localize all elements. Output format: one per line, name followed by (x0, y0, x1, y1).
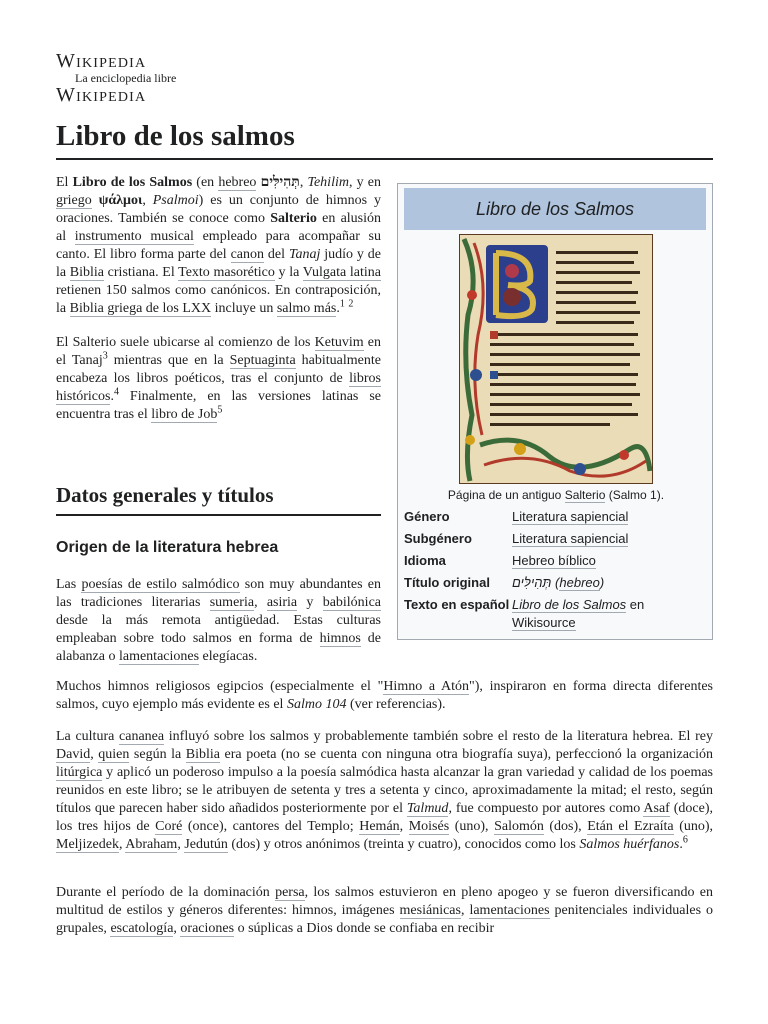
link-mesianicas[interactable]: mesiánicas (399, 903, 461, 918)
link-subgenero[interactable]: Literatura sapiencial (512, 531, 629, 546)
link-meljizedek[interactable]: Meljizedek (56, 837, 119, 852)
infobox-caption: Página de un antiguo Salterio (Salmo 1). (447, 488, 665, 502)
link-genero[interactable]: Literatura sapiencial (512, 509, 629, 524)
infobox (397, 183, 713, 640)
link-libros-historicos[interactable]: libros históricos (56, 371, 381, 404)
article-page (56, 0, 713, 1024)
link-salmo-mas[interactable]: salmo más (276, 301, 337, 316)
infobox-row-subgenero: Subgénero Literatura sapiencial (404, 531, 629, 546)
paragraph-origen: Las poesías de estilo salmódico son muy abundantes en las tradiciones literarias sumeria, asiria y babilónica desde la más remota antigüedad. Estas culturas empleaban sobre todo salmos en forma de himnos de alabanza o lamentaciones elegíacas. (56, 577, 382, 664)
logo-tagline: La enciclopedia libre (75, 71, 177, 85)
section-heading: Datos generales y títulos (56, 482, 381, 516)
link-heman[interactable]: Hemán (359, 819, 400, 834)
link-wikisource[interactable]: Wikisource (512, 615, 576, 630)
link-hebreo-2[interactable]: hebreo (559, 575, 600, 590)
ref-2[interactable]: 2 (348, 298, 354, 310)
infobox-row-titulo-original: Título original תְּהִילִּים (hebreo) (404, 575, 605, 590)
ref-1[interactable]: 1 (339, 298, 345, 310)
link-texto-masoretico[interactable]: Texto masorético (178, 265, 275, 280)
link-himnos[interactable]: himnos (319, 631, 361, 646)
infobox-row-idioma: Idioma Hebreo bíblico (404, 553, 596, 568)
link-jedutun[interactable]: Jedutún (184, 837, 228, 852)
link-persa[interactable]: persa (275, 885, 305, 900)
page-title: Libro de los salmos (56, 118, 713, 160)
link-septuaginta[interactable]: Septuaginta (229, 353, 296, 368)
illuminated-page-illustration (460, 235, 653, 484)
infobox-row-genero: Género Literatura sapiencial (404, 509, 629, 524)
link-abraham[interactable]: Abraham (125, 837, 178, 852)
link-himno-aton[interactable]: Himno a Atón (383, 679, 470, 694)
link-poesias[interactable]: poesías de estilo salmódico (81, 577, 240, 592)
ref-6[interactable]: 6 (682, 834, 688, 846)
link-oraciones[interactable]: oraciones (180, 921, 235, 936)
infobox-table (404, 506, 708, 632)
link-quien[interactable]: quien (98, 747, 130, 762)
ref-4[interactable]: 4 (113, 386, 119, 398)
lead-section (56, 174, 381, 440)
ref-3[interactable]: 3 (102, 350, 108, 362)
link-biblia-2[interactable]: Biblia (185, 747, 221, 762)
link-salomon[interactable]: Salomón (494, 819, 544, 834)
link-canon[interactable]: canon (230, 247, 265, 262)
link-babilonica[interactable]: babilónica (322, 595, 381, 610)
link-griego[interactable]: griego (56, 193, 92, 208)
link-david[interactable]: David (56, 747, 91, 762)
link-salterio[interactable]: Salterio (564, 488, 606, 502)
link-etan[interactable]: Etán el Ezraíta (587, 819, 674, 834)
link-biblia-griega[interactable]: Biblia griega de los LXX (69, 301, 212, 316)
infobox-row-texto-espanol: Texto en español Libro de los Salmos en Wikisource (404, 597, 645, 630)
link-sumeria[interactable]: sumeria (209, 595, 255, 610)
link-hebreo[interactable]: hebreo (218, 175, 257, 190)
link-idioma[interactable]: Hebreo bíblico (512, 553, 596, 568)
link-cananea[interactable]: cananea (119, 729, 165, 744)
link-talmud[interactable]: Talmud (406, 801, 449, 816)
link-asaf[interactable]: Asaf (643, 801, 670, 816)
hebrew-title: תְּהִילִּים (260, 175, 300, 190)
link-lamentaciones[interactable]: lamentaciones (118, 649, 200, 664)
link-escatologia[interactable]: escatología (110, 921, 174, 936)
ref-5[interactable]: 5 (217, 404, 223, 416)
lead-paragraph-1: El Libro de los Salmos (en hebreo תְּהִילִּים, Tehilim, y en griego ψάλμοι, Psalmoi) es un conjunto de himnos y oraciones. También se conoce como Salterio en alusión al instrumento musical empleado para acompañar su canto. El libro forma parte del canon del Tanaj judío y de la Biblia cristiana. El Texto masorético y la Vulgata latina retienen 150 salmos como canónicos. En contraposición, la Biblia griega de los LXX incluye un salmo más.$^1$ $^2$ (56, 175, 382, 316)
logo-wordmark-top: Wikipedia (56, 50, 147, 72)
link-ketuvim[interactable]: Ketuvim (314, 335, 364, 350)
wikipedia-logo[interactable] (56, 50, 256, 106)
link-vulgata[interactable]: Vulgata latina (302, 265, 381, 280)
link-moises[interactable]: Moisés (408, 819, 450, 834)
paragraph-egipcios: Muchos himnos religiosos egipcios (especialmente el "Himno a Atón"), inspiraron en forma directa diferentes salmos, cuyo ejemplo más evidente es el Salmo 104 (ver referencias). (56, 679, 713, 712)
link-libro-de-job[interactable]: libro de Job (151, 407, 218, 422)
lead-paragraph-2: El Salterio suele ubicarse al comienzo de los Ketuvim en el Tanaj$^3$ mientras que en la Septuaginta habitualmente encabeza los libros poéticos, tras el conjunto de libros históricos.$^4$ Finalmente, en las versiones latinas se encuentra tras el libro de Job$^5$ (56, 335, 381, 422)
link-lamentaciones-2[interactable]: lamentaciones (469, 903, 550, 918)
link-libro-salmos[interactable]: Libro de los Salmos (512, 597, 627, 612)
link-instrumento-musical[interactable]: instrumento musical (74, 229, 194, 244)
paragraph-cananea: La cultura cananea influyó sobre los salmos y probablemente también sobre el resto de la literatura hebrea. El rey David, quien según la Biblia era poeta (no se cuenta con ninguna otra biografía suya), perfeccionó la organización litúrgica y aplicó un poderoso impulso a la poesía salmódica hasta alcanzar la gran variedad y calidad de los poemas reunidos en este libro; se le atribuyen de setenta y tres a setenta y cinco, aproximadamente la mitad; el resto, según títulos que parecen haber sido añadidos posteriormente por el Talmud, fue compuesto por autores como Asaf (doce), los tres hijos de Coré (once), cantores del Templo; Hemán, Moisés (uno), Salomón (dos), Etán el Ezraíta (uno), Meljizedek, Abraham, Jedutún (dos) y otros anónimos (treinta y cuatro), conocidos como los Salmos huérfanos.$^6$ (56, 729, 714, 852)
link-asiria[interactable]: asiria (266, 595, 298, 610)
link-core[interactable]: Coré (155, 819, 183, 834)
link-liturgica[interactable]: litúrgica (56, 765, 103, 780)
paragraph-persa: Durante el período de la dominación persa, los salmos estuvieron en pleno apogeo y se fueron diversificando en multitud de estilos y géneros diferentes: himnos, imágenes mesiánicas, lamentaciones penitenciales individuales o grupales, escatología, oraciones o súplicas a Dios donde se confiaba en recibir (56, 885, 713, 936)
infobox-title: Libro de los Salmos (404, 188, 706, 230)
psalter-manuscript-image[interactable] (459, 234, 653, 484)
link-biblia[interactable]: Biblia (69, 265, 105, 280)
subsection-heading: Origen de la literatura hebrea (56, 539, 279, 556)
logo-wordmark-bottom: Wikipedia (56, 84, 147, 106)
